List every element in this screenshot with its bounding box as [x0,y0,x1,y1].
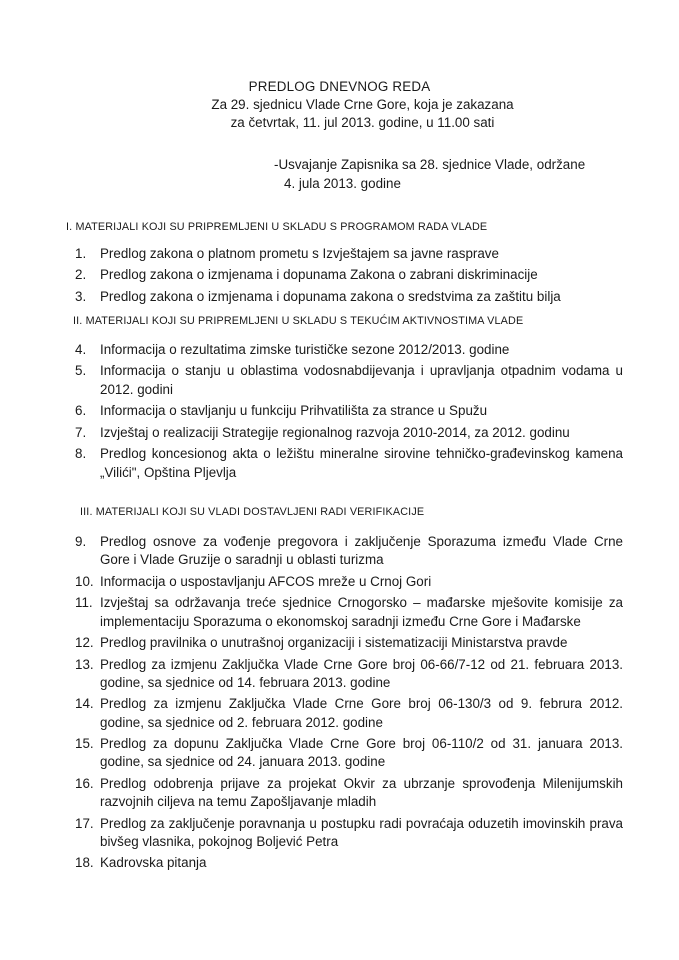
item-text: Informacija o uspostavljanju AFCOS mreže u Crnoj Gori [100,573,432,589]
minutes-adoption [274,155,585,193]
date-line: za četvrtak, 11. jul 2013. godine, u 11.00 sati [230,115,495,130]
list-item [75,424,623,442]
item-number: 17. [75,815,94,831]
item-text: Predlog koncesionog akta o ležištu mineralne sirovine tehničko-građevinskog kamena „Vilići", Opština Pljevlja [100,446,623,480]
item-text: Predlog za zaključenje poravnanja u postupku radi povraćaja oduzetih imovinskih prava bivšeg vlasnika, pokojnog Boljević Petra [100,815,623,849]
item-number: 13. [75,656,94,672]
item-text: Predlog za izmjenu Zaključka Vlade Crne Gore broj 06-130/3 od 9. februra 2012. godine, sa sjednice od 2. februara 2012. godine [100,696,623,730]
list-item [75,245,623,263]
section-list-3 [75,533,623,876]
list-item [75,445,623,482]
item-text: Predlog odobrenja prijave za projekat Okvir za ubrzanje sprovođenja Milenijumskih razvojnih ciljeva na temu Zapošljavanje mladih [100,775,623,810]
list-item [75,634,623,652]
item-number: 4. [75,342,87,357]
list-item [75,656,623,693]
item-number: 6. [75,403,87,419]
list-item [75,266,623,284]
item-text: Predlog osnove za vođenje pregovora i zaključenje Sporazuma između Vlade Crne Gore i Vlade Gruzije o saradnji u oblasti turizma [100,534,623,568]
item-text: Izvještaj sa održavanja treće sjednice Crnogorsko – mađarske mješovite komisije za implementaciju Sporazuma o ekonomskoj saradnji između Crne Gore i Mađarske [100,595,623,629]
item-text: Predlog zakona o izmjenama i dopunama Zakona o zabrani diskriminacije [100,267,538,283]
item-number: 7. [75,424,87,440]
item-number: 16. [75,775,94,791]
item-text: Informacija o stavljanju u funkciju Prihvatilišta za strance u Spužu [100,403,488,419]
item-number: 15. [75,736,94,752]
item-number: 1. [75,246,87,261]
minutes-line-2: 4. jula 2013. godine [284,176,401,191]
section-heading-3: III. MATERIJALI KOJI SU VLADI DOSTAVLJENI RADI VERIFIKACIJE [80,506,425,518]
list-item [75,815,623,852]
item-number: 11. [75,595,93,611]
minutes-line-1: -Usvajanje Zapisnika sa 28. sjednice Vlade, održane [274,157,586,172]
document-header [0,78,679,132]
item-text: Izvještaj o realizaciji Strategije regionalnog razvoja 2010-2014, za 2012. godinu [100,424,570,440]
list-item [75,402,623,420]
item-text: Informacija o rezultatima zimske turističke sezone 2012/2013. godine [100,342,510,357]
list-item [75,341,623,359]
item-text: Predlog za dopunu Zaključka Vlade Crne Gore broj 06-110/2 od 31. januara 2013. godine, sa sjednice od 24. januara 2013. godine [100,736,623,770]
list-item [75,695,623,732]
list-item [75,288,623,306]
item-number: 3. [75,288,87,304]
item-number: 9. [75,534,87,549]
item-text: Predlog pravilnika o unutrašnoj organizaciji i sistematizaciji Ministarstva pravde [100,635,568,651]
list-item [75,594,623,631]
list-item [75,573,623,591]
item-text: Predlog zakona o platnom prometu s Izvještajem sa javne rasprave [100,246,499,261]
list-item [75,362,623,399]
item-number: 18. [75,855,94,871]
item-number: 5. [75,363,87,379]
item-text: Predlog za izmjenu Zaključka Vlade Crne Gore broj 06-66/7-12 od 21. februara 2013. godine, sa sjednice od 14. februara 2013. godine [100,656,623,690]
list-item [75,735,623,772]
section-list-1 [75,245,623,309]
list-item [75,775,623,812]
section-heading-2: II. MATERIJALI KOJI SU PRIPREMLJENI U SKLADU S TEKUĆIM AKTIVNOSTIMA VLADE [73,315,524,327]
item-number: 10. [75,573,94,589]
session-line: Za 29. sjednicu Vlade Crne Gore, koja je zakazana [211,97,514,112]
item-text: Predlog zakona o izmjenama i dopunama zakona o sredstvima za zaštitu bilja [100,288,561,304]
section-heading-1: I. MATERIJALI KOJI SU PRIPREMLJENI U SKLADU S PROGRAMOM RADA VLADE [66,221,488,233]
item-number: 12. [75,635,94,651]
item-text: Kadrovska pitanja [100,855,207,871]
item-number: 14. [75,696,94,712]
item-text: Informacija o stanju u oblastima vodosnabdijevanja i upravljanja otpadnim vodama u 2012. godini [100,363,623,397]
list-item [75,533,623,570]
document-title: PREDLOG DNEVNOG REDA [248,79,431,94]
list-item [75,854,623,872]
item-number: 2. [75,267,87,283]
section-list-2 [75,341,623,485]
item-number: 8. [75,446,87,462]
